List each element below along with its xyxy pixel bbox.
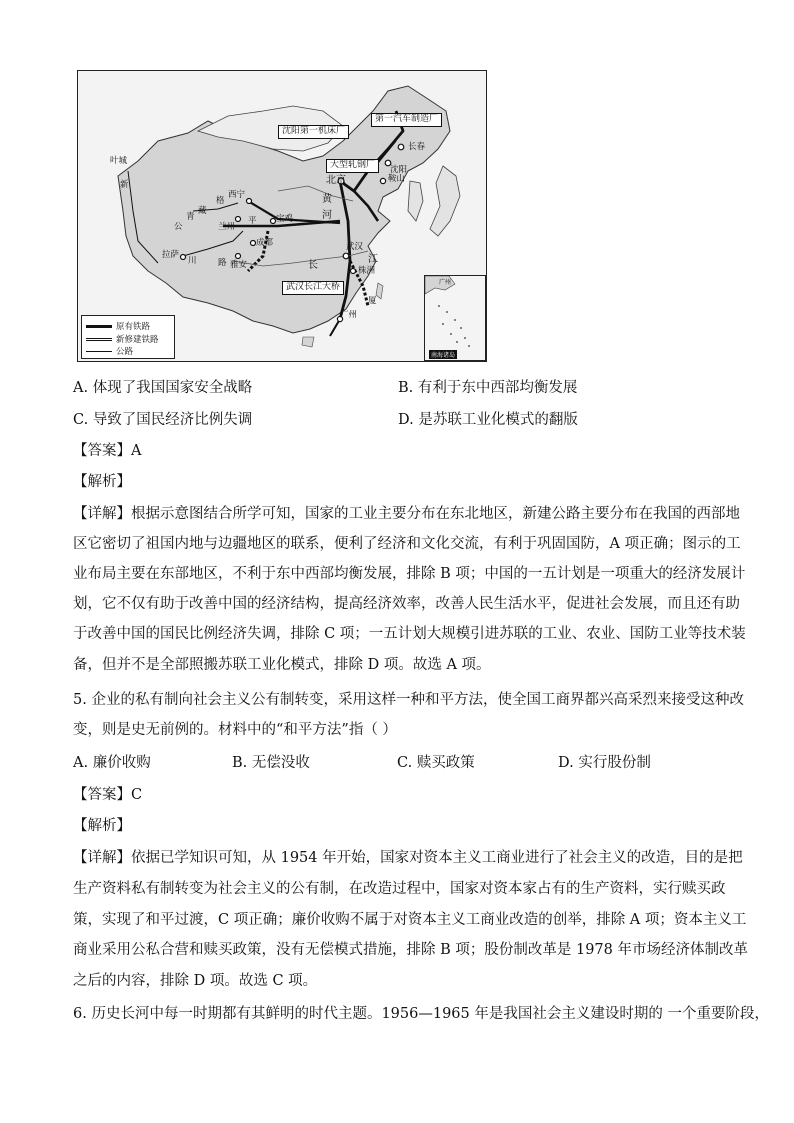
q5-option-b: B. 无偿没收 bbox=[232, 755, 310, 771]
q5-option-d: D. 实行股份制 bbox=[558, 755, 651, 771]
map-legend bbox=[81, 315, 175, 359]
label-steel-rolling-plant: 大型轧钢厂 bbox=[326, 159, 379, 173]
legend-highway bbox=[86, 345, 133, 357]
label-first-auto-plant: 第一汽车制造厂 bbox=[371, 113, 442, 127]
city-baoji: 宝鸡 bbox=[276, 214, 294, 224]
q5-detail-line: 【详解】依据已学知识可知，从 1954 年开始，国家对资本主义工商业进行了社会主义的改造，目的是把 bbox=[73, 850, 743, 866]
legend-old-railway-label: 原有铁路 bbox=[116, 322, 151, 332]
q4-option-d: D. 是苏联工业化模式的翻版 bbox=[398, 412, 578, 428]
river-he: 河 bbox=[322, 210, 332, 221]
legend-old-railway bbox=[86, 320, 150, 332]
q4-detail-line: 【详解】根据示意图结合所学可知，国家的工业主要分布在东北地区，新建公路主要分布在我国的西部地 bbox=[73, 506, 740, 522]
q5-option-c: C. 赎买政策 bbox=[397, 755, 475, 771]
legend-old-railway-swatch bbox=[86, 325, 112, 328]
road-chuan: 川 bbox=[188, 256, 197, 266]
city-xiamen: 厦 bbox=[368, 296, 377, 306]
road-gong: 公 bbox=[174, 222, 183, 232]
city-anshan: 鞍山 bbox=[388, 174, 406, 184]
q4-analysis-heading: 【解析】 bbox=[73, 474, 131, 490]
road-lu: 路 bbox=[218, 258, 227, 268]
q5-detail-line: 生产资料私有制转变为社会主义的公有制，在改造过程中，国家对资本家占有的生产资料，实行赎买政 bbox=[73, 881, 726, 897]
city-chengdu: 成都 bbox=[256, 238, 274, 248]
river-chang: 长 bbox=[308, 260, 318, 271]
q4-detail-line: 划，它不仅有助于改善中国的经济结构，提高经济效率，改善人民生活水平，促进社会发展，而且还有助 bbox=[73, 596, 740, 612]
q5-detail-line: 商业采用公私合营和赎买政策，没有无偿模式措施，排除 B 项；股份制改革是 1978 年市场经济体制改革 bbox=[73, 942, 748, 958]
legend-new-railway-swatch bbox=[86, 338, 112, 341]
q5-analysis-heading: 【解析】 bbox=[73, 818, 131, 834]
road-xin: 新 bbox=[120, 180, 129, 190]
legend-highway-swatch bbox=[86, 351, 112, 352]
inset-title: 南海诸岛 bbox=[431, 352, 456, 359]
q4-detail-line: 于改善中国的国民比例经济失调，排除 C 项；一五计划大规模引进苏联的工业、农业、国防工业等技术装 bbox=[73, 626, 746, 642]
road-qing: 青 bbox=[186, 212, 195, 222]
q4-option-a: A. 体现了我国国家安全战略 bbox=[73, 380, 253, 396]
road-ping: 平 bbox=[248, 216, 257, 226]
road-zang: 藏 bbox=[198, 206, 207, 216]
city-zhuzhou: 株洲 bbox=[358, 266, 376, 276]
city-yaan: 雅安 bbox=[230, 260, 248, 270]
city-lanzhou: 兰州 bbox=[218, 222, 236, 232]
q5-stem-line: 变，则是史无前例的。材料中的“和平方法”指（ ） bbox=[73, 722, 397, 738]
inset-drawing bbox=[425, 276, 485, 360]
q5-stem-line: 5. 企业的私有制向社会主义公有制转变，采用这样一种和平方法，使全国工商界都兴高采烈来接受这种改 bbox=[73, 692, 744, 708]
q4-answer: 【答案】A bbox=[73, 443, 142, 459]
city-changchun: 长春 bbox=[408, 142, 426, 152]
south-china-sea-inset bbox=[424, 275, 486, 361]
river-huang: 黄 bbox=[322, 194, 332, 205]
road-ge: 格 bbox=[216, 196, 225, 206]
legend-new-railway-label: 新修建铁路 bbox=[116, 335, 159, 345]
label-shenyang-machine-plant: 沈阳第一机床厂 bbox=[278, 125, 349, 139]
river-jiang: 江 bbox=[368, 254, 378, 265]
legend-highway-label: 公路 bbox=[116, 347, 134, 357]
city-lhasa: 拉萨 bbox=[162, 250, 180, 260]
q4-detail-line: 区它密切了祖国内地与边疆地区的联系，便利了经济和文化交流，有利于巩固国防，A 项正确；图示的工 bbox=[73, 536, 741, 552]
q5-detail-line: 策，实现了和平过渡，C 项正确；廉价收购不属于对资本主义工商业改造的创举，排除 A 项；资本主义工 bbox=[73, 912, 747, 928]
railway-map-figure bbox=[77, 70, 487, 362]
inset-guangzhou: 广州 bbox=[439, 279, 452, 286]
city-shenyang: 沈阳 bbox=[390, 165, 408, 175]
q4-detail-line: 备，但并不是全部照搬苏联工业化模式，排除 D 项。故选 A 项。 bbox=[73, 657, 491, 673]
label-wuhan-bridge: 武汉长江大桥 bbox=[282, 281, 344, 295]
legend-new-railway bbox=[86, 333, 159, 345]
q6-stem-line: 6. 历史长河中每一时期都有其鲜明的时代主题。1956—1965 年是我国社会主义建设时期的 一个重要阶段， bbox=[73, 1006, 769, 1022]
city-guangzhou: 广州 bbox=[340, 310, 358, 320]
city-wuhan: 武汉 bbox=[346, 242, 364, 252]
q4-option-c: C. 导致了国民经济比例失调 bbox=[73, 412, 253, 428]
q5-detail-line: 之后的内容，排除 D 项。故选 C 项。 bbox=[73, 973, 318, 989]
q4-option-b: B. 有利于东中西部均衡发展 bbox=[398, 380, 578, 396]
city-yecheng: 叶城 bbox=[110, 156, 128, 166]
q5-answer: 【答案】C bbox=[73, 787, 143, 803]
city-xining: 西宁 bbox=[228, 190, 246, 200]
city-beijing: 北京 bbox=[326, 175, 346, 186]
q4-detail-line: 业布局主要在东部地区，不利于东中西部均衡发展，排除 B 项；中国的一五计划是一项重大的经济发展计 bbox=[73, 566, 746, 582]
q5-option-a: A. 廉价收购 bbox=[73, 755, 151, 771]
